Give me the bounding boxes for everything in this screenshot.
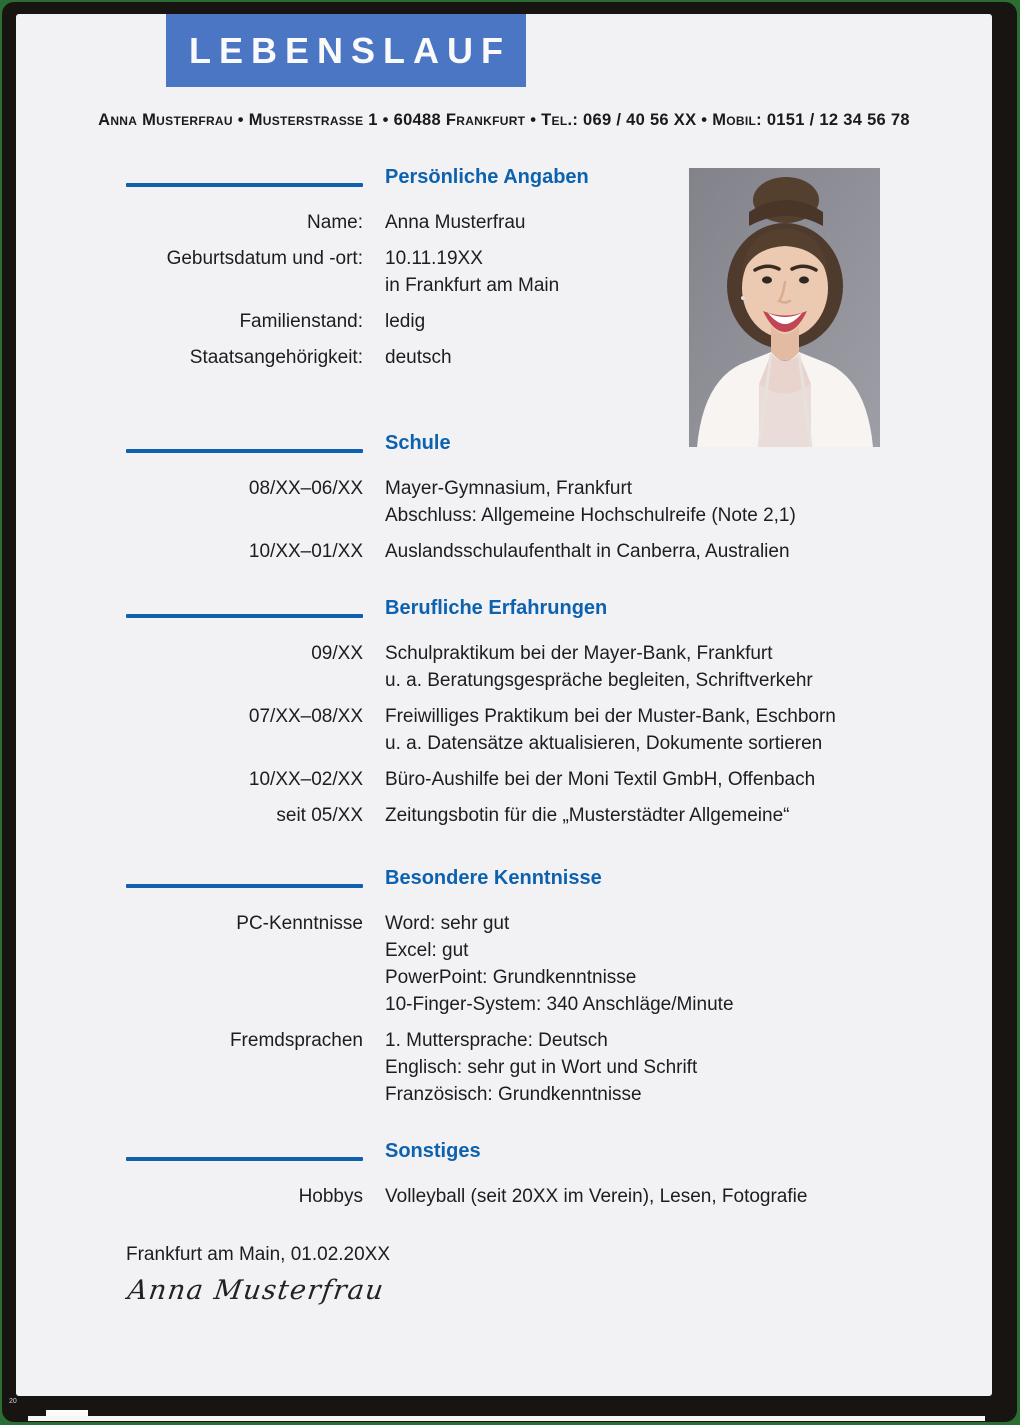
cv-row <box>126 910 992 1018</box>
row-content <box>385 308 992 335</box>
section-title: Schule <box>385 432 451 454</box>
cv-row <box>126 308 992 335</box>
row-label: 10/XX–02/XX <box>248 769 363 790</box>
cv-section <box>126 164 992 371</box>
section-divider-line <box>126 614 363 618</box>
section-divider-line <box>126 449 363 453</box>
black-frame <box>2 2 1017 1422</box>
cv-row <box>126 538 992 565</box>
contact-line: Anna Musterfrau • Musterstraße 1 • 60488 Frankfurt • Tel.: 069 / 40 56 XX • Mobil: 0151 / 12 34 56 78 <box>98 111 910 129</box>
cv-row <box>126 245 992 299</box>
row-content <box>385 1183 992 1210</box>
row-label: PC-Kenntnisse <box>236 913 363 934</box>
cv-row <box>126 640 992 694</box>
entry-line: Englisch: sehr gut in Wort und Schrift <box>385 1057 698 1078</box>
cv-row <box>126 1183 992 1210</box>
row-label: 09/XX <box>311 643 363 664</box>
cv-row <box>126 802 992 829</box>
row-label: Familienstand: <box>239 311 363 332</box>
section-rows <box>126 910 992 1108</box>
entry-line: Excel: gut <box>385 940 469 961</box>
entry-line: Freiwilliges Praktikum bei der Muster-Bank, Eschborn <box>385 706 836 727</box>
entry-line: Mayer-Gymnasium, Frankfurt <box>385 478 633 499</box>
cv-section <box>126 380 992 565</box>
row-content <box>385 1027 992 1108</box>
row-content <box>385 766 992 793</box>
page-title-banner: LEBENSLAUF <box>166 14 526 87</box>
entry-line: Word: sehr gut <box>385 913 510 934</box>
row-label: Geburtsdatum und -ort: <box>166 248 363 269</box>
entry-line: Französisch: Grundkenntnisse <box>385 1084 642 1105</box>
entry-line: ledig <box>385 311 426 332</box>
section-rows <box>126 209 992 371</box>
row-label: Staatsangehörigkeit: <box>189 347 363 368</box>
signature: Anna Musterfrau <box>125 1275 387 1306</box>
entry-line: 10-Finger-System: 340 Anschläge/Minute <box>385 994 734 1015</box>
row-content <box>385 703 992 757</box>
row-label: 08/XX–06/XX <box>248 478 363 499</box>
section-rows <box>126 475 992 565</box>
section-header <box>126 1138 992 1164</box>
row-content <box>385 475 992 529</box>
cv-row <box>126 766 992 793</box>
cv-footer <box>126 1241 992 1304</box>
section-header <box>126 430 992 456</box>
row-content <box>385 209 992 236</box>
entry-line: Auslandsschulaufenthalt in Canberra, Australien <box>385 541 790 562</box>
row-content <box>385 910 992 1018</box>
entry-line: Büro-Aushilfe bei der Moni Textil GmbH, Offenbach <box>385 769 816 790</box>
section-title: Besondere Kenntnisse <box>385 867 602 889</box>
entry-line: Zeitungsbotin für die „Musterstädter Allgemeine“ <box>385 805 790 826</box>
cv-row <box>126 344 992 371</box>
row-label: Fremdsprachen <box>229 1030 363 1051</box>
entry-line: Anna Musterfrau <box>385 212 526 233</box>
row-label: Name: <box>307 212 363 233</box>
cv-row <box>126 475 992 529</box>
section-title: Sonstiges <box>385 1140 481 1162</box>
cv-row <box>126 209 992 236</box>
row-content <box>385 245 992 299</box>
section-header <box>126 164 992 190</box>
row-label: 07/XX–08/XX <box>248 706 363 727</box>
row-content <box>385 538 992 565</box>
entry-line: Schulpraktikum bei der Mayer-Bank, Frankfurt <box>385 643 773 664</box>
entry-line: Abschluss: Allgemeine Hochschulreife (Note 2,1) <box>385 505 796 526</box>
section-list <box>126 164 992 1210</box>
entry-line: PowerPoint: Grundkenntnisse <box>385 967 637 988</box>
cv-row <box>126 703 992 757</box>
row-label: 10/XX–01/XX <box>248 541 363 562</box>
row-label: Hobbys <box>298 1186 363 1207</box>
entry-line: deutsch <box>385 347 452 368</box>
section-title: Persönliche Angaben <box>385 166 589 188</box>
cv-section <box>126 1117 992 1210</box>
entry-line: u. a. Beratungsgespräche begleiten, Schriftverkehr <box>385 670 813 691</box>
row-content <box>385 344 992 371</box>
entry-line: Volleyball (seit 20XX im Verein), Lesen, Fotografie <box>385 1186 808 1207</box>
frame-artifact: 20 <box>9 1398 17 1405</box>
cv-section <box>126 574 992 829</box>
row-content <box>385 802 992 829</box>
section-rows <box>126 1183 992 1210</box>
row-label: seit 05/XX <box>276 805 363 826</box>
cv-content <box>16 14 992 1304</box>
section-header <box>126 865 992 891</box>
section-divider-line <box>126 884 363 888</box>
cv-page <box>16 14 992 1396</box>
section-header <box>126 595 992 621</box>
cv-section <box>126 838 992 1108</box>
entry-line: in Frankfurt am Main <box>385 275 560 296</box>
section-divider-line <box>126 183 363 187</box>
section-rows <box>126 640 992 829</box>
frame-bottom-strip <box>28 1416 985 1421</box>
entry-line: 1. Muttersprache: Deutsch <box>385 1030 608 1051</box>
place-date: Frankfurt am Main, 01.02.20XX <box>126 1244 391 1265</box>
section-divider-line <box>126 1157 363 1161</box>
row-content <box>385 640 992 694</box>
entry-line: u. a. Datensätze aktualisieren, Dokumente sortieren <box>385 733 823 754</box>
section-title: Berufliche Erfahrungen <box>385 597 608 619</box>
cv-row <box>126 1027 992 1108</box>
entry-line: 10.11.19XX <box>385 248 483 269</box>
